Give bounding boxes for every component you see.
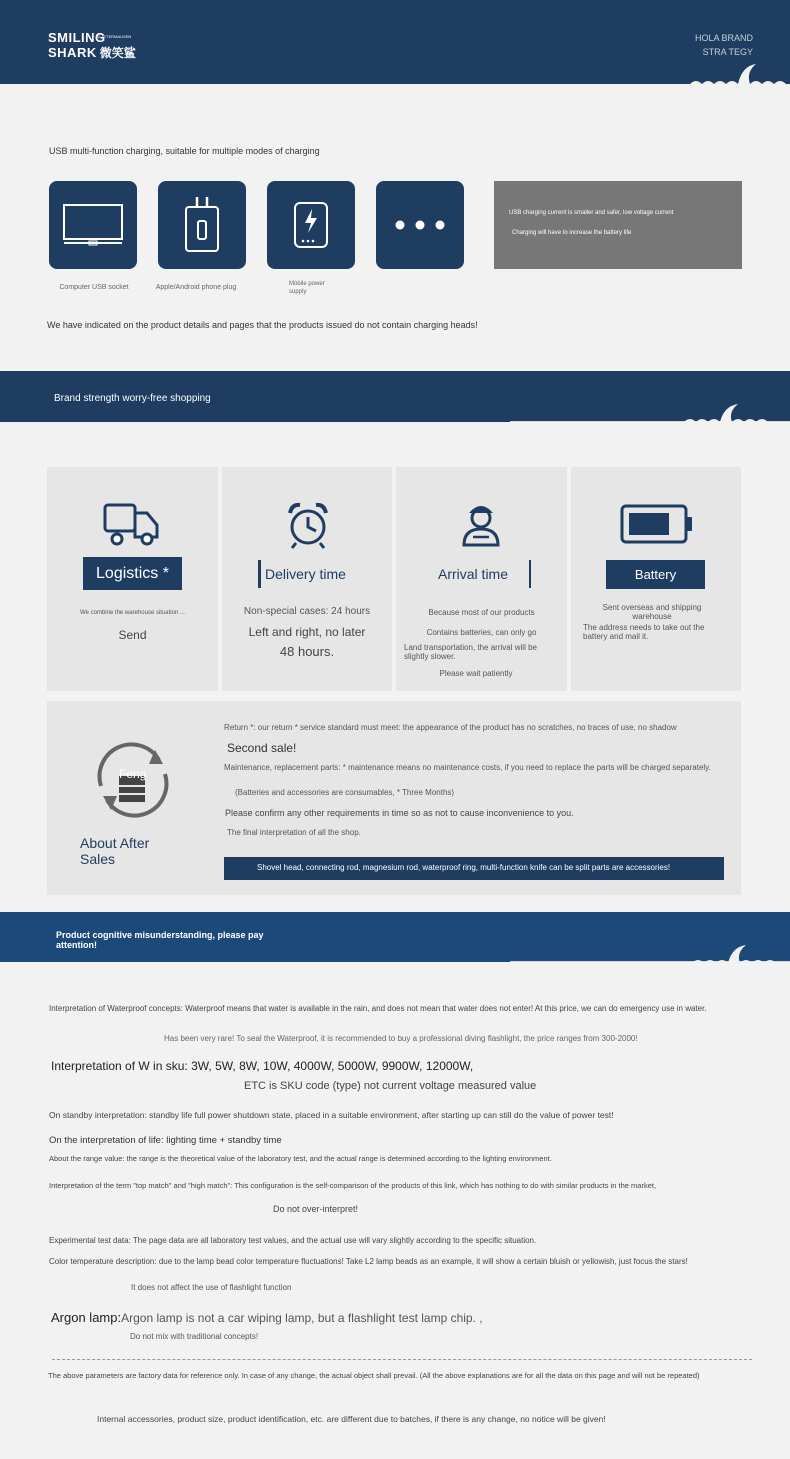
wave-decoration: [684, 402, 780, 424]
feature-card-delivery: [222, 467, 392, 691]
brand-line2: STRA TEGY: [702, 47, 753, 57]
arrival-line4: Please wait patiently: [439, 669, 513, 678]
feature-card-battery: [571, 467, 741, 691]
courier-icon: [460, 501, 502, 547]
caption-phone-plug: Apple/Android phone plug: [155, 284, 237, 291]
tile-power-bank: [267, 181, 355, 269]
life-text: On the interpretation of life: lighting time + standby time: [49, 1135, 282, 1146]
brand-logo: [48, 32, 136, 61]
waterproof-text: Interpretation of Waterproof concepts: Waterproof means that water is available in the rain, and does not mean that water does not enter! At this price, we can do emergency use in water.: [49, 1004, 707, 1013]
range-text: About the range value: the range is the theoretical value of the laboratory test, and the actual range is determined according to the lighting environment.: [49, 1154, 552, 1163]
consumables-text: (Batteries and accessories are consumables, * Three Months): [235, 788, 455, 797]
second-sale: Second sale!: [227, 741, 297, 755]
no-affect-text: It does not affect the use of flashlight function: [131, 1283, 292, 1292]
charging-note-panel: [494, 181, 742, 269]
argon-text: Argon lamp is not a car wiping lamp, but a flashlight test lamp chip. ,: [121, 1311, 483, 1325]
tile-phone-plug: [158, 181, 246, 269]
delivery-line3: 48 hours.: [279, 644, 335, 659]
monitor-icon: [62, 203, 124, 247]
logistics-title: Logistics *: [83, 557, 182, 590]
internal-text: Internal accessories, product size, product identification, etc. are different due to batches, if there is any change, no notice will be given!: [97, 1414, 606, 1424]
after-sales-panel: [47, 701, 741, 895]
charging-intro: USB multi-function charging, suitable for multiple modes of charging: [49, 146, 320, 156]
logistics-line1: We combine the warehouse situation ...: [80, 610, 185, 616]
experimental-text: Experimental test data: The page data are all laboratory test values, and the actual use will vary slightly according to the specific situation.: [49, 1236, 537, 1245]
note-line2: Charging will have to increase the battery life: [512, 230, 632, 236]
after-sales-icon-label: Feng: [119, 767, 147, 781]
logo-small: GLATTERMAUSEN: [96, 34, 132, 39]
charging-footer: We have indicated on the product details and pages that the products issued do not contain charging heads!: [47, 320, 478, 330]
wave-decoration: [692, 943, 788, 965]
arrival-line3: Land transportation, the arrival will be slightly slower.: [404, 643, 537, 661]
truck-icon: [103, 501, 161, 547]
battery-icon: [619, 503, 695, 545]
brand-strength-band: [0, 371, 790, 422]
accessories-banner: [224, 857, 724, 880]
logo-line2: SHARK: [48, 45, 97, 60]
delivery-line2: Left and right, no later: [248, 625, 366, 639]
battery-title: Battery: [606, 560, 705, 589]
caption-computer-usb: Computer USB socket: [59, 284, 129, 291]
no-over-text: Do not over-interpret!: [273, 1204, 359, 1214]
argon-label: Argon lamp:: [51, 1310, 122, 1325]
note-line1: USB charging current is smaller and safer, low voltage current: [509, 210, 674, 216]
phone-plug-icon: [183, 195, 221, 255]
arrival-title-bar: [529, 560, 531, 588]
misunderstanding-band: [0, 912, 790, 962]
brand-strength-title: Brand strength worry-free shopping: [54, 393, 211, 404]
battery-line2: The address needs to take out the battery and mail it.: [583, 623, 705, 641]
more-dots-icon: [394, 219, 446, 231]
delivery-title-bar: [258, 560, 261, 588]
factory-text: The above parameters are factory data for reference only. In case of any change, the actual object shall prevail. (All the above explanations are for all the data on this page and will not be repeated): [48, 1371, 700, 1380]
feature-card-logistics: [47, 467, 218, 691]
header-band: [0, 0, 790, 84]
tile-more: [376, 181, 464, 269]
standby-text: On standby interpretation: standby life full power shutdown state, placed in a suitable environment, after starting up can still do the value of power test!: [49, 1110, 614, 1120]
tile-computer-usb: [49, 181, 137, 269]
w-sku-text: Interpretation of W in sku: 3W, 5W, 8W, 10W, 4000W, 5000W, 9900W, 12000W,: [51, 1059, 474, 1073]
battery-line1: Sent overseas and shipping warehouse: [602, 603, 702, 621]
waterproof-note: Has been very rare! To seal the Waterproof, it is recommended to buy a professional diving flashlight, the price ranges from 300-2000!: [164, 1034, 638, 1043]
after-sales-title: About After Sales: [80, 835, 150, 867]
logo-cn: 微笑鲨: [99, 46, 136, 60]
caption-power-bank: Mobile power supply: [289, 281, 325, 295]
top-match-text: Interpretation of the term "top match" and "high match": This configuration is the self-comparison of the products of this link, which has nothing to do with similar products in the market,: [49, 1181, 657, 1190]
dashed-divider: [52, 1359, 752, 1360]
argon-row: [51, 1309, 483, 1327]
logo-line1: SMILING: [48, 30, 106, 45]
etc-text: ETC is SKU code (type) not current voltage measured value: [244, 1080, 537, 1092]
arrival-title: Arrival time: [438, 566, 509, 582]
power-bank-icon: [293, 201, 329, 249]
alarm-clock-icon: [286, 501, 330, 549]
brand-strategy: [695, 31, 753, 59]
delivery-line1: Non-special cases: 24 hours: [243, 606, 371, 617]
wave-decoration: [690, 62, 790, 86]
brand-line1: HOLA BRAND: [694, 33, 753, 43]
feature-card-arrival: [396, 467, 567, 691]
confirm-text: Please confirm any other requirements in time so as not to cause inconvenience to you.: [225, 808, 574, 818]
accessories-text: Shovel head, connecting rod, magnesium rod, waterproof ring, multi-function knife can be split parts are accessories!: [257, 863, 671, 872]
maintenance-text: Maintenance, replacement parts: * maintenance means no maintenance costs, if you need to replace the parts will be charged separately.: [224, 763, 711, 772]
arrival-line1: Because most of our products: [428, 608, 535, 617]
logistics-line2: Send: [118, 628, 147, 642]
delivery-title: Delivery time: [265, 566, 346, 582]
color-temp-text: Color temperature description: due to the lamp bead color temperature fluctuations! Take L2 lamp beads as an example, it will show a certain bluish or yellowish, just focus the stars!: [49, 1257, 688, 1266]
misunderstanding-title: Product cognitive misunderstanding, please pay attention!: [56, 930, 264, 950]
final-text: The final interpretation of all the shop.: [227, 828, 361, 837]
no-mix-text: Do not mix with traditional concepts!: [130, 1332, 259, 1341]
return-text: Return *: our return * service standard must meet: the appearance of the product has no scratches, no traces of use, no shadow: [224, 723, 677, 732]
arrival-line2: Contains batteries, can only go: [426, 628, 537, 637]
